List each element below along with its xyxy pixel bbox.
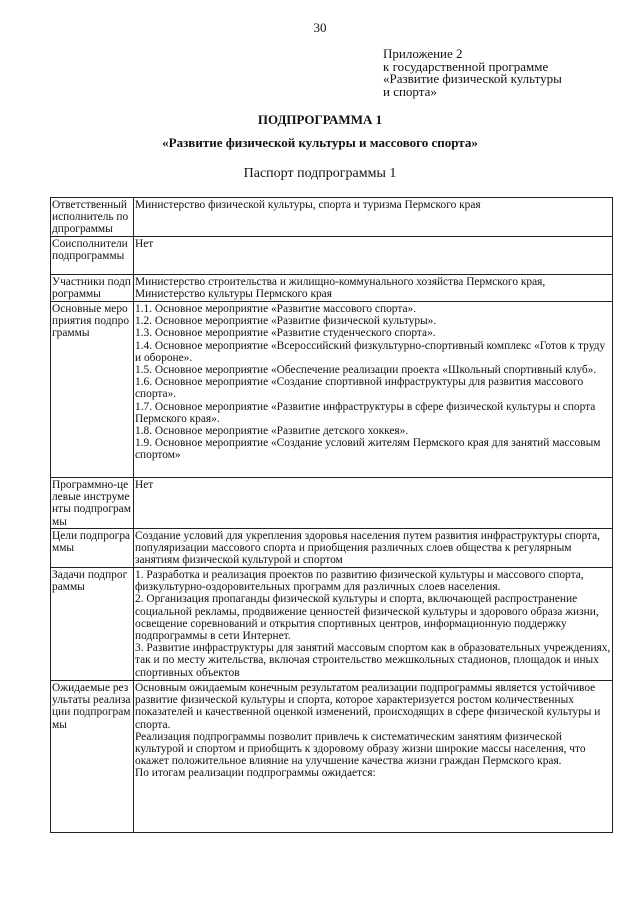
row-value-line: 1.2. Основное мероприятие «Развитие физической культуры». xyxy=(135,315,437,328)
row-value xyxy=(134,275,613,302)
row-value-line: 1.1. Основное мероприятие «Развитие массового спорта». xyxy=(135,303,417,315)
table-row xyxy=(51,478,613,529)
row-label: Соисполнители подпрограммы xyxy=(51,237,134,275)
table-row xyxy=(51,568,613,681)
row-value-line: 3. Развитие инфраструктуры для занятий массовым спортом как в образовательных учреждениях, так и по месту жительства, включая строительство межшкольных стадионов, площадок и иных спортивных объектов xyxy=(135,642,611,679)
row-value-line: Реализация подпрограммы позволит привлечь к систематическим занятиям физической культурой и спортом и приобщить к здоровому образу жизни широкие массы населения, что окажет положительное влияние на улучшение качества жизни граждан Пермского края. xyxy=(135,730,586,768)
appendix-note xyxy=(383,48,562,98)
appendix-line: к государственной программе xyxy=(383,58,549,74)
row-value-line: Основным ожидаемым конечным результатом реализации подпрограммы является устойчивое развитие физической культуры и спорта, которое характеризуется ростом количественных показателей и качественной оценкой изменений, происходящих в сфере физической культуры и спорта. xyxy=(135,682,601,731)
appendix-line: и спорта» xyxy=(383,83,437,99)
row-label: Задачи подпрограммы xyxy=(51,568,134,681)
row-value-line: Министерство строительства и жилищно-коммунального хозяйства Пермского края, Министерство культуры Пермского края xyxy=(135,276,546,301)
row-label: Основные мероприятия подпрограммы xyxy=(51,302,134,478)
table-row xyxy=(51,529,613,568)
row-value-line: Создание условий для укрепления здоровья населения путем развития инфраструктуры спорта, популяризации массового спорта и приобщения различных слоев общества к регулярным занятиям физической культурой и спортом xyxy=(135,530,601,567)
subprogram-title: ПОДПРОГРАММА 1 xyxy=(257,112,383,127)
passport-table xyxy=(50,197,613,833)
passport-heading: Паспорт подпрограммы 1 xyxy=(243,166,397,181)
row-value-line: 1.9. Основное мероприятие «Создание условий жителям Пермского края для занятий массовым спортом» xyxy=(135,437,601,462)
row-value-line: Министерство физической культуры, спорта и туризма Пермского края xyxy=(135,199,481,211)
appendix-line: «Развитие физической культуры xyxy=(383,71,562,86)
subprogram-subtitle: «Развитие физической культуры и массового спорта» xyxy=(162,135,478,150)
row-value xyxy=(134,568,613,681)
row-value-line: По итогам реализации подпрограммы ожидается: xyxy=(135,767,376,780)
row-value-line: 1.4. Основное мероприятие «Всероссийский физкультурно-спортивный комплекс «Готов к труду и обороне». xyxy=(135,339,606,364)
row-value-line: 1.6. Основное мероприятие «Создание спортивной инфраструктуры для развития массового спорта». xyxy=(135,376,584,401)
row-label: Цели подпрограммы xyxy=(51,529,134,568)
row-value xyxy=(134,198,613,237)
row-label: Программно-целевые инструменты подпрограммы xyxy=(51,478,134,529)
row-value xyxy=(134,237,613,275)
page-number: 30 xyxy=(313,20,327,35)
row-value-line: 1.7. Основное мероприятие «Развитие инфраструктуры в сфере физической культуры и спорта Пермского края». xyxy=(135,400,596,425)
row-label: Ожидаемые результаты реализации подпрограммы xyxy=(51,681,134,833)
row-value-line: 2. Организация пропаганды физической культуры и спорта, включающей распространение социальной рекламы, продвижение ценностей физической культуры и здорового образа жизни, освещение соревнований и открытия спортивных центров, информационную поддержку подпрограммы в сети Интернет. xyxy=(135,593,599,643)
table-row xyxy=(51,681,613,833)
row-value xyxy=(134,529,613,568)
table-row xyxy=(51,237,613,275)
row-label: Ответственный исполнитель подпрограммы xyxy=(51,198,134,237)
table-row xyxy=(51,275,613,302)
row-value-line: 1.8. Основное мероприятие «Развитие детского хоккея». xyxy=(135,425,409,438)
row-value xyxy=(134,302,613,478)
row-value-line: 1.3. Основное мероприятие «Развитие студенческого спорта». xyxy=(135,327,436,340)
appendix-line: Приложение 2 xyxy=(383,46,463,61)
table-row xyxy=(51,198,613,237)
row-value-line: Нет xyxy=(135,479,154,491)
row-label: Участники подпрограммы xyxy=(51,275,134,302)
table-row xyxy=(51,302,613,478)
row-value-line: 1.5. Основное мероприятие «Обеспечение реализации проекта «Школьный спортивный клуб». xyxy=(135,364,597,377)
row-value xyxy=(134,478,613,529)
row-value-line: Нет xyxy=(135,238,154,250)
row-value-line: 1. Разработка и реализация проектов по развитию физической культуры и массового спорта, физкультурно-оздоровительных программ для различных слоев населения. xyxy=(135,569,584,594)
row-value xyxy=(134,681,613,833)
